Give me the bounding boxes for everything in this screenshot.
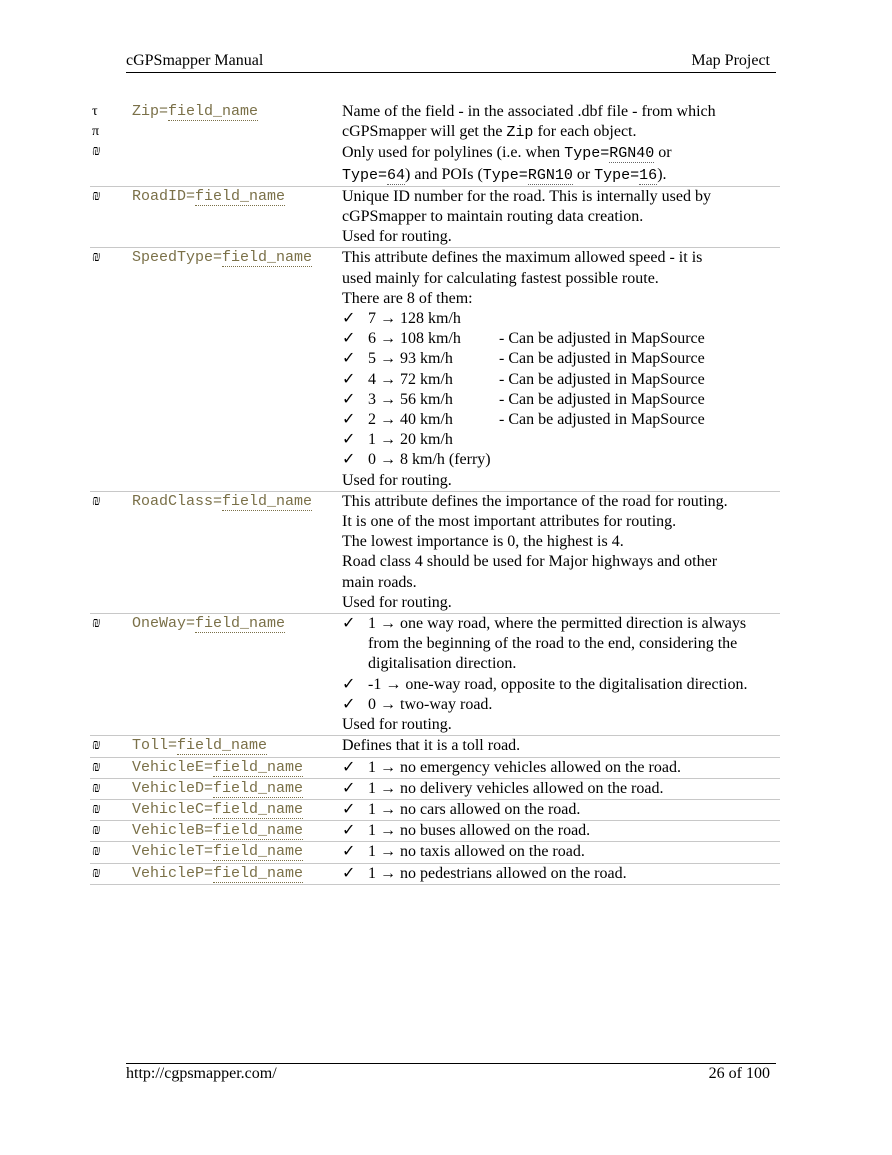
code-link[interactable]: RGN40: [609, 145, 655, 163]
desc-line: Used for routing.: [342, 471, 452, 489]
desc-line: Road class 4 should be used for Major highways and other: [342, 553, 718, 571]
attribute-key: [126, 492, 342, 613]
arrow-icon: →: [380, 779, 396, 797]
arrow-icon: →: [380, 843, 396, 861]
text: Only used for polylines (i.e. when: [342, 144, 565, 162]
speed-note: - Can be adjusted in MapSource: [499, 350, 705, 368]
speed-class: 0: [368, 451, 376, 469]
field-name-link[interactable]: field_name: [177, 737, 268, 755]
marker-shekel: ₪: [92, 144, 101, 160]
speed-list: [342, 309, 780, 471]
speed-note: - Can be adjusted in MapSource: [499, 370, 705, 388]
key-prefix: Zip=: [132, 103, 169, 120]
arrow-icon: →: [380, 451, 396, 469]
attribute-description: [342, 492, 780, 613]
attribute-key: [126, 614, 342, 735]
table-row-vehicle: [90, 800, 780, 821]
speed-limit: 8 km/h (ferry): [400, 451, 491, 469]
list-item: [342, 800, 780, 820]
attribute-description: [342, 779, 780, 799]
key-prefix: VehicleP=: [132, 864, 214, 882]
value: 1: [368, 758, 376, 776]
arrow-icon: →: [380, 390, 396, 408]
arrow-icon: →: [380, 695, 396, 713]
row-marker: ₪: [92, 493, 101, 509]
speed-value: [368, 450, 499, 470]
text: ) and POIs (: [405, 165, 483, 183]
desc-line: The lowest importance is 0, the highest is 4.: [342, 533, 624, 551]
row-markers: [90, 102, 126, 186]
speed-class: 3: [368, 390, 376, 408]
speed-value: [368, 430, 499, 450]
attribute-description: [342, 842, 780, 862]
attribute-key: [126, 736, 342, 756]
check-icon: ✓: [342, 695, 356, 713]
row-marker: ₪: [92, 865, 101, 881]
attribute-description: [342, 187, 780, 248]
check-icon: ✓: [342, 758, 356, 776]
check-icon: ✓: [342, 843, 356, 861]
value: 0: [368, 695, 376, 713]
desc-line: There are 8 of them:: [342, 289, 473, 307]
speed-list-item: [342, 450, 780, 470]
field-name-link[interactable]: field_name: [222, 492, 313, 510]
desc-line: [342, 122, 780, 143]
speed-limit: 20 km/h: [400, 431, 453, 449]
attribute-description: [342, 864, 780, 884]
attribute-description: [342, 800, 780, 820]
row-marker: ₪: [92, 250, 101, 266]
desc-line: Name of the field - in the associated .dbf file - from which: [342, 103, 716, 120]
arrow-icon: →: [380, 615, 396, 633]
attribute-key: [126, 842, 342, 862]
attribute-description: [342, 736, 780, 756]
attribute-description: [342, 614, 780, 735]
attribute-key: [126, 102, 342, 186]
attribute-table: [90, 102, 780, 885]
row-marker: ₪: [92, 801, 101, 817]
code-text: Type=: [482, 166, 528, 184]
list-item: [342, 695, 780, 715]
speed-list-item: [342, 430, 780, 450]
check-icon: ✓: [342, 411, 356, 429]
speed-value: [368, 309, 499, 329]
key-prefix: VehicleT=: [132, 843, 214, 861]
text: cGPSmapper will get the: [342, 123, 507, 141]
attribute-key: [126, 779, 342, 799]
key-prefix: VehicleC=: [132, 800, 214, 818]
text: or: [572, 165, 595, 183]
text: or: [654, 144, 672, 162]
desc-line: This attribute defines the importance of the road for routing.: [342, 492, 728, 510]
code-text: Zip: [506, 124, 534, 142]
header-title: cGPSmapper Manual: [126, 52, 264, 69]
arrow-icon: →: [380, 350, 396, 368]
text: ).: [657, 165, 667, 183]
desc-line: [342, 143, 780, 164]
row-marker: ₪: [92, 780, 101, 796]
attribute-key: [126, 758, 342, 778]
speed-limit: 40 km/h: [400, 411, 453, 429]
speed-note: - Can be adjusted in MapSource: [499, 411, 705, 429]
footer-url[interactable]: http://cgpsmapper.com/: [126, 1065, 277, 1082]
value: 1: [368, 615, 376, 633]
speed-class: 2: [368, 411, 376, 429]
row-marker: ₪: [92, 738, 101, 754]
row-marker: ₪: [92, 844, 101, 860]
field-name-link[interactable]: field_name: [168, 103, 259, 120]
list-item: [342, 821, 780, 841]
attribute-description: [342, 102, 780, 186]
speed-list-item: [342, 410, 780, 430]
code-link[interactable]: 16: [639, 166, 658, 184]
attribute-description: [342, 758, 780, 778]
page-number: 26 of 100: [708, 1065, 770, 1082]
value: 1: [368, 800, 376, 818]
speed-limit: 56 km/h: [400, 390, 453, 408]
marker-pi: π: [92, 124, 100, 140]
field-name-link[interactable]: field_name: [213, 843, 304, 861]
desc-line: main roads.: [342, 573, 417, 591]
arrow-icon: →: [380, 411, 396, 429]
row-marker: ₪: [92, 823, 101, 839]
arrow-icon: →: [380, 822, 396, 840]
item-text: two-way road.: [396, 695, 493, 713]
attribute-description: [342, 248, 780, 490]
check-icon: ✓: [342, 390, 356, 408]
speed-class: 7: [368, 310, 376, 328]
desc-line: Unique ID number for the road. This is internally used by: [342, 187, 711, 205]
desc-line: This attribute defines the maximum allowed speed - it is: [342, 249, 703, 267]
arrow-icon: →: [380, 310, 396, 328]
check-icon: ✓: [342, 330, 356, 348]
speed-list-item: [342, 390, 780, 410]
field-name-link[interactable]: field_name: [213, 800, 304, 818]
key-prefix: VehicleE=: [132, 758, 214, 776]
row-marker: ₪: [92, 188, 101, 204]
code-text: Type=: [594, 166, 640, 184]
speed-value: [368, 329, 499, 349]
check-icon: ✓: [342, 615, 356, 633]
check-icon: ✓: [342, 779, 356, 797]
text: for each object.: [533, 123, 637, 141]
attribute-key: [126, 800, 342, 820]
item-text: no pedestrians allowed on the road.: [396, 864, 627, 882]
speed-limit: 72 km/h: [400, 370, 453, 388]
speed-class: 1: [368, 431, 376, 449]
table-row-zip: [90, 102, 780, 187]
header-section: Map Project: [691, 52, 770, 69]
check-icon: ✓: [342, 864, 356, 882]
value: 1: [368, 864, 376, 882]
table-row-speedtype: [90, 248, 780, 491]
value: 1: [368, 843, 376, 861]
page-footer: [126, 1063, 776, 1082]
desc-line: It is one of the most important attributes for routing.: [342, 513, 677, 531]
list-item: [342, 864, 780, 884]
check-icon: ✓: [342, 310, 356, 328]
speed-list-item: [342, 370, 780, 390]
list-item: [342, 779, 780, 799]
speed-value: [368, 410, 499, 430]
desc-line: Used for routing.: [342, 716, 452, 734]
field-name-link[interactable]: field_name: [213, 779, 304, 797]
code-text: Type=: [564, 145, 610, 163]
code-link[interactable]: RGN10: [527, 166, 573, 184]
desc-line: Defines that it is a toll road.: [342, 737, 521, 755]
item-text: one-way road, opposite to the digitalisation direction.: [401, 675, 748, 693]
row-marker: ₪: [92, 616, 101, 632]
table-row-oneway: [90, 614, 780, 736]
key-prefix: VehicleB=: [132, 822, 214, 840]
item-text: one way road, where the permitted direction is always from the beginning of the road to the end, considering the digitalisation direction.: [368, 615, 747, 673]
marker-tau: τ: [92, 104, 98, 119]
table-row-vehicle: [90, 779, 780, 800]
speed-value: [368, 390, 499, 410]
arrow-icon: →: [385, 675, 402, 693]
speed-value: [368, 349, 499, 369]
item-text: no cars allowed on the road.: [396, 800, 581, 818]
list-item: [342, 614, 780, 675]
value: -1: [368, 675, 382, 693]
list-item: [342, 758, 780, 778]
table-row-vehicle: [90, 842, 780, 863]
value: 1: [368, 822, 376, 840]
key-prefix: Toll=: [132, 737, 178, 755]
speed-list-item: [342, 329, 780, 349]
check-icon: ✓: [342, 675, 356, 693]
vehicle-rows: [90, 758, 780, 885]
speed-limit: 93 km/h: [400, 350, 453, 368]
desc-line: Used for routing.: [342, 593, 452, 611]
table-row-roadid: [90, 187, 780, 249]
desc-line: [342, 165, 780, 186]
speed-note: - Can be adjusted in MapSource: [499, 390, 705, 408]
page-header: [126, 52, 776, 73]
list-item: [342, 842, 780, 862]
speed-class: 5: [368, 350, 376, 368]
desc-line: used mainly for calculating fastest possible route.: [342, 269, 659, 287]
speed-note: - Can be adjusted in MapSource: [499, 330, 705, 348]
table-row-vehicle: [90, 864, 780, 885]
key-prefix: VehicleD=: [132, 779, 214, 797]
desc-line: cGPSmapper to maintain routing data creation.: [342, 208, 644, 226]
check-icon: ✓: [342, 822, 356, 840]
key-prefix: SpeedType=: [132, 249, 223, 267]
arrow-icon: →: [380, 758, 396, 776]
field-name-link[interactable]: field_name: [195, 187, 286, 205]
table-row-vehicle: [90, 758, 780, 779]
arrow-icon: →: [380, 330, 396, 348]
speed-class: 6: [368, 330, 376, 348]
key-prefix: RoadID=: [132, 187, 196, 205]
arrow-icon: →: [380, 370, 396, 388]
speed-list-item: [342, 349, 780, 369]
table-row-toll: [90, 736, 780, 757]
speed-value: [368, 370, 499, 390]
item-text: no taxis allowed on the road.: [396, 843, 585, 861]
check-icon: ✓: [342, 800, 356, 818]
check-icon: ✓: [342, 370, 356, 388]
attribute-key: [126, 187, 342, 248]
field-name-link[interactable]: field_name: [195, 615, 286, 633]
field-name-link[interactable]: field_name: [213, 864, 304, 882]
item-text: no buses allowed on the road.: [396, 822, 591, 840]
attribute-key: [126, 821, 342, 841]
field-name-link[interactable]: field_name: [213, 822, 304, 840]
check-icon: ✓: [342, 431, 356, 449]
row-marker: ₪: [92, 759, 101, 775]
arrow-icon: →: [380, 431, 396, 449]
speed-limit: 128 km/h: [400, 310, 461, 328]
arrow-icon: →: [380, 864, 396, 882]
speed-limit: 108 km/h: [400, 330, 461, 348]
field-name-link[interactable]: field_name: [222, 249, 313, 267]
arrow-icon: →: [380, 800, 396, 818]
speed-list-item: [342, 309, 780, 329]
code-text: Type=: [342, 166, 388, 184]
desc-line: Used for routing.: [342, 228, 452, 246]
list-item: [342, 675, 780, 695]
item-text: no delivery vehicles allowed on the road.: [396, 779, 664, 797]
check-icon: ✓: [342, 451, 356, 469]
table-row-roadclass: [90, 492, 780, 614]
key-prefix: OneWay=: [132, 615, 196, 633]
attribute-description: [342, 821, 780, 841]
key-prefix: RoadClass=: [132, 492, 223, 510]
speed-class: 4: [368, 370, 376, 388]
field-name-link[interactable]: field_name: [213, 758, 304, 776]
check-icon: ✓: [342, 350, 356, 368]
attribute-key: [126, 864, 342, 884]
table-row-vehicle: [90, 821, 780, 842]
value: 1: [368, 779, 376, 797]
attribute-key: [126, 248, 342, 490]
code-link[interactable]: 64: [387, 166, 406, 184]
item-text: no emergency vehicles allowed on the road.: [396, 758, 681, 776]
